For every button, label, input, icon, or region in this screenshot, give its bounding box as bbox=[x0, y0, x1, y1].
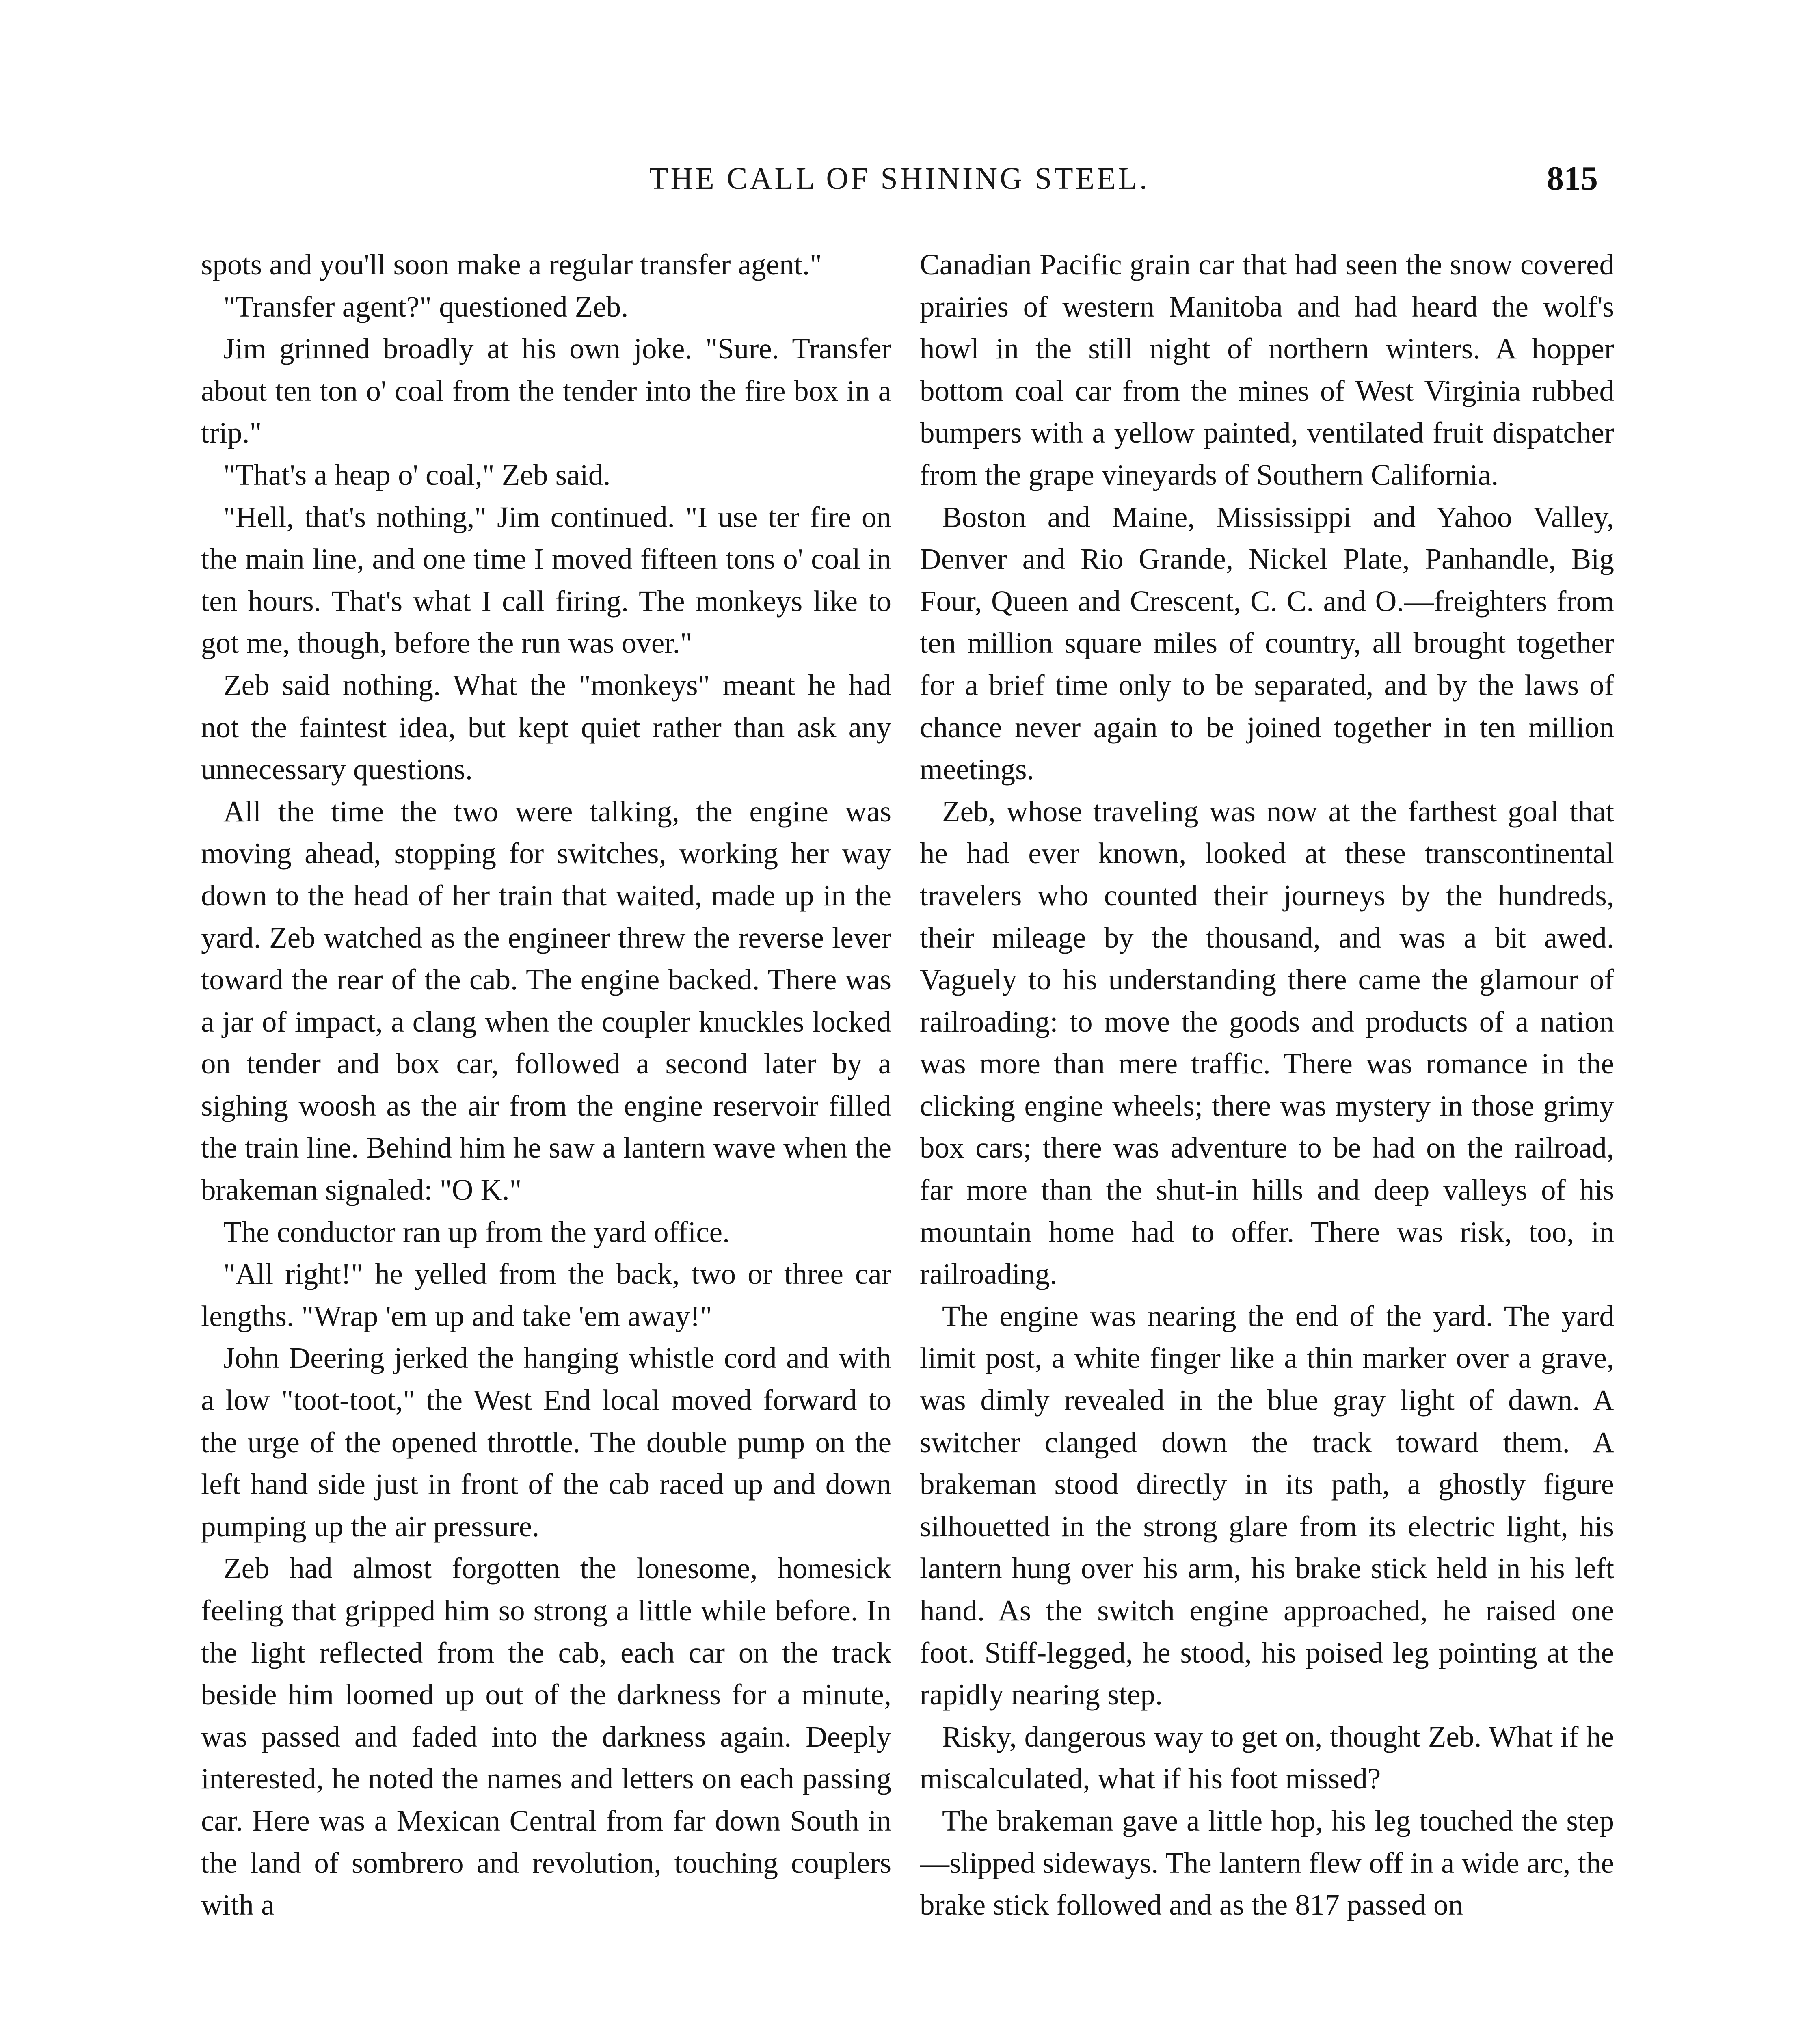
paragraph: Zeb said nothing. What the "monkeys" meant he had not the faintest idea, but kept quiet rather than ask any unnecessary questions. bbox=[201, 668, 891, 786]
right-column bbox=[920, 244, 1614, 2030]
paragraph: Jim grinned broadly at his own joke. "Sure. Transfer about ten ton o' coal from the tender into the fire box in a trip." bbox=[201, 332, 891, 449]
paragraph-continuation: Canadian Pacific grain car that had seen the snow covered prairies of western Manitoba and had heard the wolf's howl in the still night of northern winters. A hopper bottom coal car from the mines of West Virginia rubbed bumpers with a yellow painted, ventilated fruit dispatcher from the grape vineyards of Southern California. bbox=[920, 248, 1614, 491]
paragraph: Zeb, whose traveling was now at the farthest goal that he had ever known, looked at these transcontinental travelers who counted their journeys by the hundreds, their mileage by the thousand, and was a bit awed. Vaguely to his understanding there came the glamour of railroading: to move the goods and products of a nation was more than mere traffic. There was romance in the clicking engine wheels; there was mystery in those grimy box cars; there was adventure to be had on the railroad, far more than the shut-in hills and deep valleys of his mountain home had to offer. There was risk, too, in railroading. bbox=[920, 795, 1614, 1291]
paragraph: Zeb had almost forgotten the lonesome, homesick feeling that gripped him so strong a little while before. In the light reflected from the cab, each car on the track beside him loomed up out of the darkness for a minute, was passed and faded into the darkness again. Deeply interested, he noted the names and letters on each passing car. Here was a Mexican Central from far down South in the land of sombrero and revolution, touching couplers with a bbox=[201, 1552, 891, 1922]
page-number: 815 bbox=[1547, 160, 1598, 197]
running-head bbox=[201, 158, 1598, 207]
paragraph: "Hell, that's nothing," Jim continued. "I use ter fire on the main line, and one time I moved fifteen tons o' coal in ten hours. That's what I call firing. The monkeys like to got me, though, before the run was over." bbox=[201, 500, 891, 660]
paragraph: "All right!" he yelled from the back, two or three car lengths. "Wrap 'em up and take 'em away!" bbox=[201, 1257, 891, 1332]
paragraph: "That's a heap o' coal," Zeb said. bbox=[223, 458, 611, 491]
paragraph: Boston and Maine, Mississippi and Yahoo Valley, Denver and Rio Grande, Nickel Plate, Panhandle, Big Four, Queen and Crescent, C. C. and O.—freighters from ten million square miles of country, all brought together for a brief time only to be separated, and by the laws of chance never again to be joined together in ten million meetings. bbox=[920, 500, 1614, 786]
paragraph: All the time the two were talking, the engine was moving ahead, stopping for switches, working her way down to the head of her train that waited, made up in the yard. Zeb watched as the engineer threw the reverse lever toward the rear of the cab. The engine backed. There was a jar of impact, a clang when the coupler knuckles locked on tender and box car, followed a second later by a sighing woosh as the air from the engine reservoir filled the train line. Behind him he saw a lantern wave when the brakeman signaled: "O K." bbox=[201, 795, 891, 1207]
left-column bbox=[201, 244, 891, 2030]
paragraph: The engine was nearing the end of the yard. The yard limit post, a white finger like a thin marker over a grave, was dimly revealed in the blue gray light of dawn. A switcher clanged down the track toward them. A brakeman stood directly in its path, a ghostly figure silhouetted in the strong glare from its electric light, his lantern hung over his arm, his brake stick held in his left hand. As the switch engine approached, he raised one foot. Stiff-legged, he stood, his poised leg pointing at the rapidly nearing step. bbox=[920, 1299, 1614, 1711]
paragraph: "Transfer agent?" questioned Zeb. bbox=[223, 290, 629, 323]
paragraph: The conductor ran up from the yard office. bbox=[223, 1215, 730, 1248]
paragraph-continuation: spots and you'll soon make a regular transfer agent." bbox=[201, 248, 822, 281]
running-title: THE CALL OF SHINING STEEL. bbox=[649, 162, 1150, 196]
paragraph: Risky, dangerous way to get on, thought Zeb. What if he miscalculated, what if his foot missed? bbox=[920, 1720, 1614, 1795]
paragraph: John Deering jerked the hanging whistle cord and with a low "toot-toot," the West End local moved forward to the urge of the opened throttle. The double pump on the left hand side just in front of the cab raced up and down pumping up the air pressure. bbox=[201, 1341, 891, 1543]
paragraph: The brakeman gave a little hop, his leg touched the step—slipped sideways. The lantern flew off in a wide arc, the brake stick followed and as the 817 passed on bbox=[920, 1804, 1614, 1922]
